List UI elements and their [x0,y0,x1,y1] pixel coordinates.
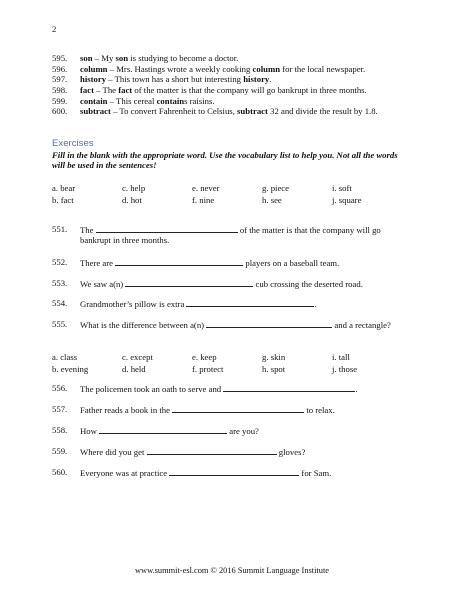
answer-blank[interactable] [206,319,332,328]
word-choice: j. those [332,363,358,374]
exercises-heading: Exercises [52,138,94,149]
footer-copyright: www.summit-esl.com © 2016 Summit Language Institute [134,566,329,575]
answer-blank[interactable] [172,404,304,413]
question-558: 558. How are you? [52,425,259,436]
question-551: 551. The of the matter is that the company will go bankrupt in three months. [52,224,381,246]
answer-blank[interactable] [169,467,299,476]
answer-blank[interactable] [147,446,277,455]
word-choice: g. piece [262,183,290,193]
word-choice: d. hot [122,194,142,205]
word-choice: c. help [122,183,146,193]
word-choice: e. never [192,183,220,193]
question-552: 552. There are players on a baseball team. [52,257,340,268]
answer-blank[interactable] [99,425,227,434]
word-choice: j. square [332,194,362,205]
word-bank-1 [52,183,412,206]
answer-blank[interactable] [125,278,253,287]
question-557: 557. Father reads a book in the to relax. [52,404,335,415]
vocab-item: 599. contain – This cereal contains raisins. [52,95,215,106]
question-555: 555. What is the difference between a(n) and a rectangle? [52,319,391,330]
word-choice: h. spot [262,363,286,374]
word-choice: i. tall [332,352,350,362]
vocab-item: 595. son – My son is studying to become a doctor. [52,53,239,63]
question-560: 560. Everyone was at practice for Sam. [52,467,332,478]
word-choice: b. fact [52,194,74,205]
word-choice: d. held [122,363,146,374]
word-choice: c. except [122,352,153,362]
question-554: 554. Grandmother’s pillow is extra . [52,298,317,309]
vocab-item: 600. subtract – To convert Fahrenheit to Celsius, subtract 32 and divide the result by 1.8. [52,106,378,117]
question-553: 553. We saw a(n) cub crossing the deserted road. [52,278,363,289]
answer-blank[interactable] [115,257,243,266]
vocab-item: 597. history – This town has a short but interesting history. [52,74,272,85]
word-choice: g. skin [262,352,286,362]
word-choice: i. soft [332,183,352,193]
page-number: 2 [52,24,57,34]
word-choice: f. nine [192,194,215,205]
word-choice: e. keep [192,352,217,362]
vocabulary-list [52,53,432,117]
vocab-item: 596. column – Mrs. Hastings wrote a weekly cooking column for the local newspaper. [52,63,366,74]
word-bank-2 [52,352,412,375]
answer-blank[interactable] [223,383,355,392]
question-556: 556. The policemen took an oath to serve and . [52,383,358,394]
question-559: 559. Where did you get gloves? [52,446,306,457]
answer-blank[interactable] [96,224,238,233]
instructions: Fill in the blank with the appropriate word. Use the vocabulary list to help you. Not all the words will be used in the sentences! [52,150,398,171]
word-choice: a. bear [52,183,76,193]
word-choice: a. class [52,352,78,362]
word-choice: b. evening [52,363,89,374]
word-choice: f. protect [192,363,224,374]
vocab-item: 598. fact – The fact of the matter is that the company will go bankrupt in three months. [52,85,367,96]
word-choice: h. see [262,194,282,205]
answer-blank[interactable] [186,298,314,307]
